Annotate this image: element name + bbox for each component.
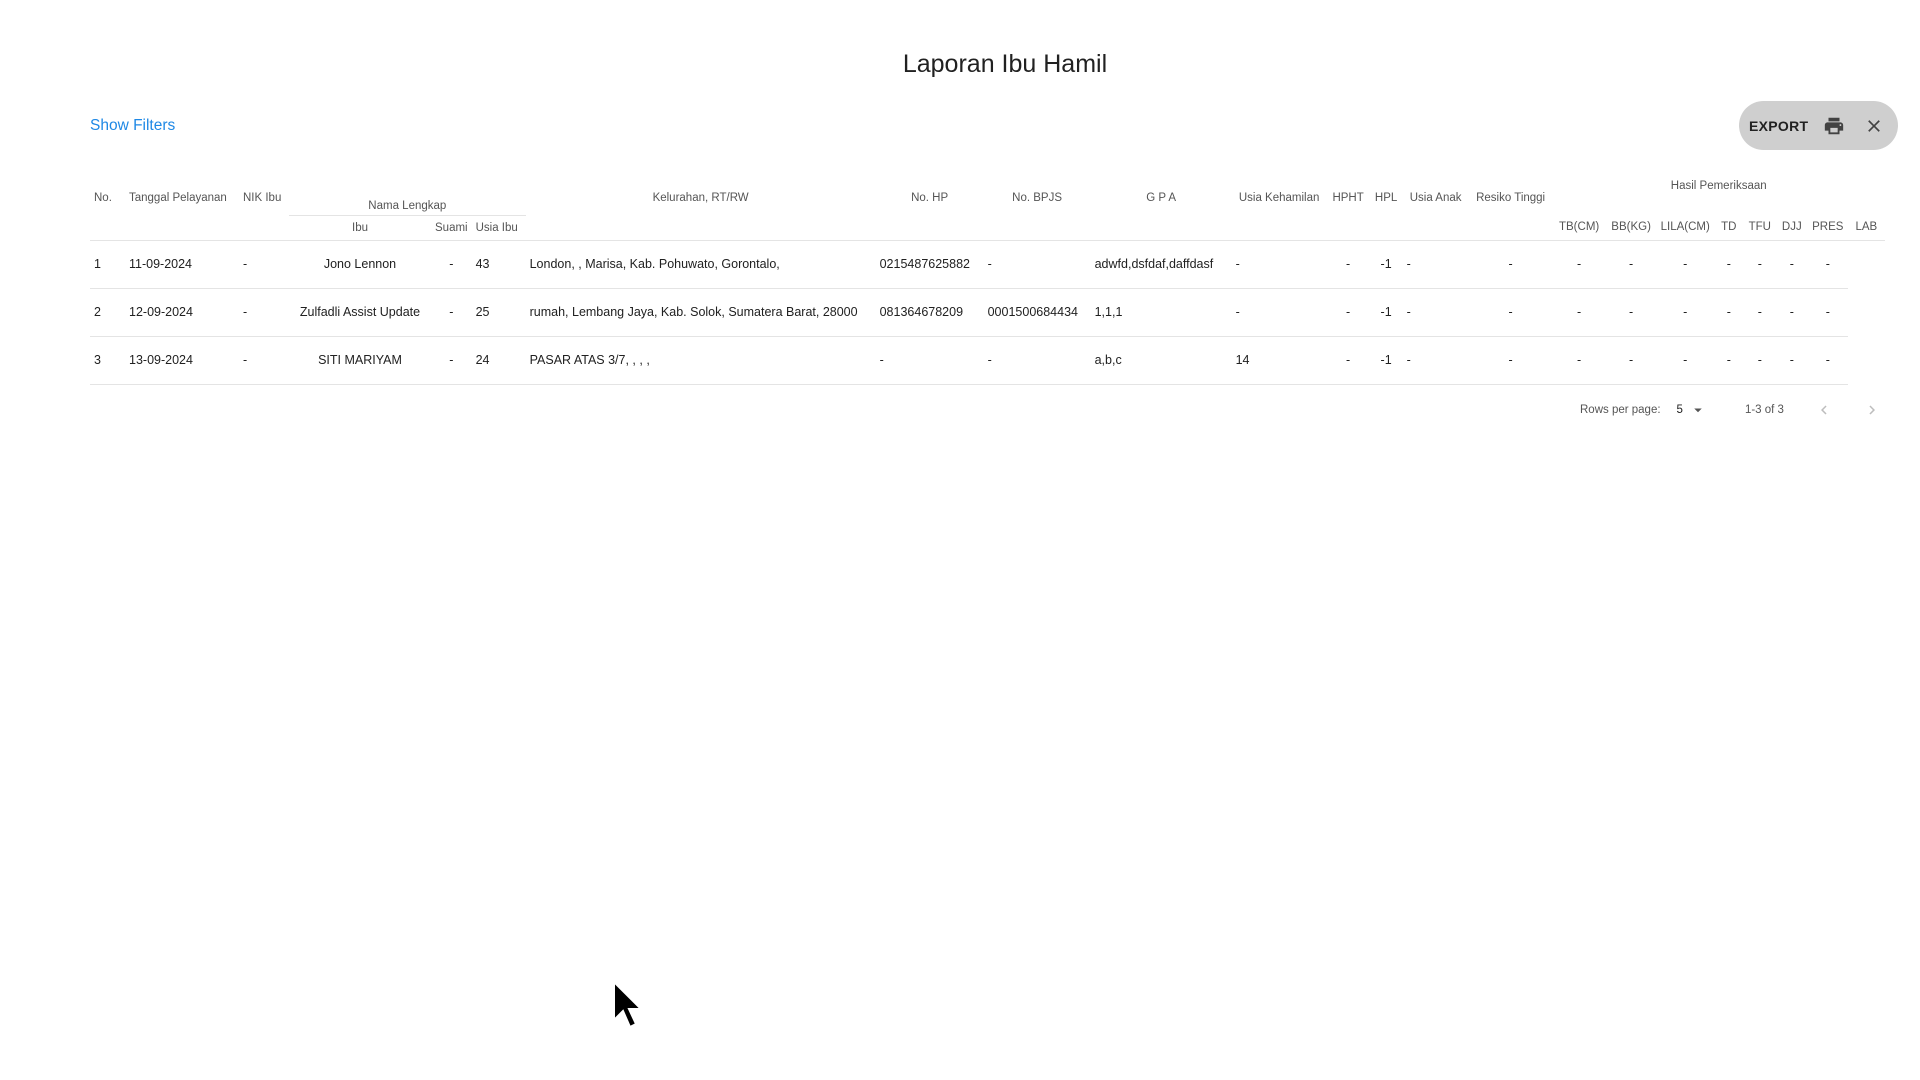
header-suami[interactable]: Suami [431, 215, 472, 240]
cell-kelurahan: PASAR ATAS 3/7, , , , [526, 336, 876, 384]
cell-gpa: adwfd,dsfdaf,daffdasf [1091, 240, 1232, 288]
cell-no: 2 [90, 288, 125, 336]
cell-ibu: SITI MARIYAM [289, 336, 431, 384]
cell-nik: - [239, 336, 289, 384]
cell-lila: - [1657, 336, 1714, 384]
cell-td: - [1714, 336, 1744, 384]
header-resiko-tinggi[interactable]: Resiko Tinggi [1469, 172, 1553, 240]
cell-ibu: Zulfadli Assist Update [289, 288, 431, 336]
cell-usia-kehamilan: - [1232, 288, 1327, 336]
cell-tfu: - [1744, 288, 1776, 336]
header-djj[interactable]: DJJ [1776, 215, 1808, 240]
show-filters-link[interactable]: Show Filters [90, 117, 176, 134]
chevron-left-icon[interactable] [1806, 398, 1842, 422]
cell-usia-ibu: 43 [472, 240, 526, 288]
cell-gpa: 1,1,1 [1091, 288, 1232, 336]
cell-hpl: -1 [1370, 336, 1403, 384]
cell-lab [1848, 336, 1885, 384]
cell-suami: - [431, 288, 472, 336]
cell-usia-ibu: 25 [472, 288, 526, 336]
cell-td: - [1714, 288, 1744, 336]
cell-tanggal: 13-09-2024 [125, 336, 239, 384]
cell-lab [1848, 288, 1885, 336]
cell-lila: - [1657, 240, 1714, 288]
cell-tb: - [1553, 288, 1606, 336]
header-lila[interactable]: LILA(CM) [1657, 215, 1714, 240]
close-icon[interactable] [1854, 106, 1894, 146]
header-tb[interactable]: TB(CM) [1553, 215, 1606, 240]
cell-tanggal: 11-09-2024 [125, 240, 239, 288]
cell-hpl: -1 [1370, 288, 1403, 336]
rows-per-page-select[interactable] [1677, 401, 1707, 419]
header-no[interactable]: No. [90, 172, 125, 240]
header-hasil-pemeriksaan: Hasil Pemeriksaan [1670, 180, 1767, 192]
cell-tfu: - [1744, 336, 1776, 384]
cell-lila: - [1657, 288, 1714, 336]
page-range: 1-3 of 3 [1744, 404, 1784, 416]
page-title: Laporan Ibu Hamil [902, 50, 1108, 78]
chevron-right-icon[interactable] [1854, 398, 1890, 422]
header-ibu[interactable]: Ibu [289, 215, 431, 240]
header-nama-lengkap: Nama Lengkap [289, 172, 526, 215]
header-usia-anak[interactable]: Usia Anak [1403, 172, 1469, 240]
cell-resiko: - [1469, 240, 1553, 288]
header-usia-ibu[interactable]: Usia Ibu [472, 215, 526, 240]
cell-bb: - [1606, 288, 1657, 336]
cell-pres: - [1808, 336, 1848, 384]
cell-no-bpjs: - [984, 240, 1091, 288]
cell-tfu: - [1744, 240, 1776, 288]
cell-no-bpjs: 0001500684434 [984, 288, 1091, 336]
pagination [1580, 398, 1890, 422]
cell-no: 3 [90, 336, 125, 384]
cell-no-hp: - [876, 336, 984, 384]
cell-djj: - [1776, 336, 1808, 384]
cell-tb: - [1553, 336, 1606, 384]
cell-hpht: - [1327, 336, 1370, 384]
header-lab[interactable]: LAB [1848, 215, 1885, 240]
header-nik[interactable]: NIK Ibu [239, 172, 289, 240]
cell-kelurahan: rumah, Lembang Jaya, Kab. Solok, Sumatera Barat, 28000 [526, 288, 876, 336]
report-toolbar [1739, 101, 1898, 150]
cell-suami: - [431, 336, 472, 384]
cell-tanggal: 12-09-2024 [125, 288, 239, 336]
cell-usia-kehamilan: 14 [1232, 336, 1327, 384]
header-usia-kehamilan[interactable]: Usia Kehamilan [1232, 172, 1327, 240]
cell-lab [1848, 240, 1885, 288]
cell-usia-anak: - [1403, 336, 1469, 384]
print-icon[interactable] [1814, 106, 1854, 146]
header-bb[interactable]: BB(KG) [1606, 215, 1657, 240]
table-row [90, 336, 1885, 384]
cell-usia-kehamilan: - [1232, 240, 1327, 288]
mouse-cursor-icon [612, 980, 646, 1035]
cell-suami: - [431, 240, 472, 288]
header-no-bpjs[interactable]: No. BPJS [984, 172, 1091, 240]
cell-pres: - [1808, 288, 1848, 336]
header-tfu[interactable]: TFU [1744, 215, 1776, 240]
header-hpl[interactable]: HPL [1370, 172, 1403, 240]
cell-nik: - [239, 240, 289, 288]
chevron-down-icon [1689, 401, 1707, 419]
cell-usia-anak: - [1403, 240, 1469, 288]
cell-kelurahan: London, , Marisa, Kab. Pohuwato, Gorontalo, [526, 240, 876, 288]
header-tanggal[interactable]: Tanggal Pelayanan [125, 172, 239, 240]
cell-td: - [1714, 240, 1744, 288]
header-kelurahan[interactable]: Kelurahan, RT/RW [526, 172, 876, 240]
cell-usia-anak: - [1403, 288, 1469, 336]
cell-no-hp: 081364678209 [876, 288, 984, 336]
cell-gpa: a,b,c [1091, 336, 1232, 384]
header-td[interactable]: TD [1714, 215, 1744, 240]
cell-tb: - [1553, 240, 1606, 288]
cell-bb: - [1606, 240, 1657, 288]
cell-djj: - [1776, 240, 1808, 288]
cell-hpht: - [1327, 288, 1370, 336]
table-row [90, 288, 1885, 336]
cell-hpl: -1 [1370, 240, 1403, 288]
table-row [90, 240, 1885, 288]
header-hpht[interactable]: HPHT [1327, 172, 1370, 240]
export-button[interactable]: EXPORT [1749, 117, 1809, 134]
report-table [90, 172, 1885, 385]
cell-bb: - [1606, 336, 1657, 384]
cell-djj: - [1776, 288, 1808, 336]
rows-per-page-label: Rows per page: [1580, 404, 1661, 416]
table-header-row [90, 172, 1885, 215]
rows-per-page-value: 5 [1676, 404, 1683, 416]
cell-no-bpjs: - [984, 336, 1091, 384]
cell-pres: - [1808, 240, 1848, 288]
cell-ibu: Jono Lennon [289, 240, 431, 288]
header-no-hp[interactable]: No. HP [876, 172, 984, 240]
cell-no-hp: 0215487625882 [876, 240, 984, 288]
header-pres[interactable]: PRES [1808, 215, 1848, 240]
cell-usia-ibu: 24 [472, 336, 526, 384]
cell-hpht: - [1327, 240, 1370, 288]
cell-nik: - [239, 288, 289, 336]
cell-resiko: - [1469, 336, 1553, 384]
header-gpa[interactable]: G P A [1091, 172, 1232, 240]
cell-resiko: - [1469, 288, 1553, 336]
cell-no: 1 [90, 240, 125, 288]
